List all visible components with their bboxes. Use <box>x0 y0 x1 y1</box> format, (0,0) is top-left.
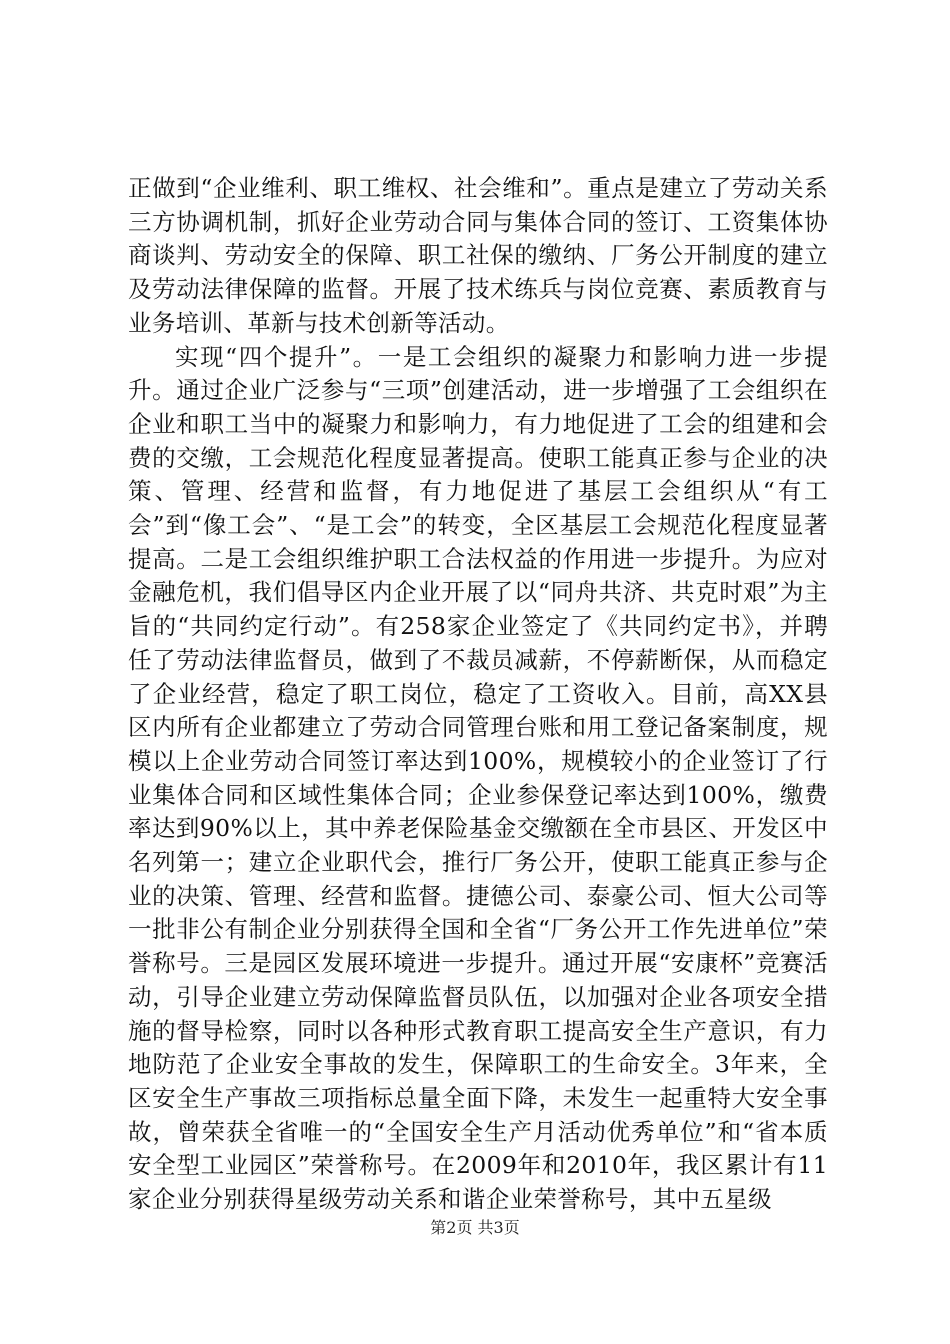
page-footer <box>0 1218 950 1238</box>
paragraph-four-improvements: 实现“四个提升”。一是工会组织的凝聚力和影响力进一步提升。通过企业广泛参与“三项”创建活动，进一步增强了工会组织在企业和职工当中的凝聚力和影响力，有力地促进了工会的组建和会费的交缴，工会规范化程度显著提高。使职工能真正参与企业的决策、管理、经营和监督，有力地促进了基层工会组织从“有工会”到“像工会”、“是工会”的转变，全区基层工会规范化程度显著提高。二是工会组织维护职工合法权益的作用进一步提升。为应对金融危机，我们倡导区内企业开展了以“同舟共济、共克时艰”为主旨的“共同约定行动”。有258家企业签定了《共同约定书》，并聘任了劳动法律监督员，做到了不裁员减薪，不停薪断保，从而稳定了企业经营，稳定了职工岗位，稳定了工资收入。目前，高XX县区内所有企业都建立了劳动合同管理台账和用工登记备案制度，规模以上企业劳动合同签订率达到100%，规模较小的企业签订了行业集体合同和区域性集体合同；企业参保登记率达到100%，缴费率达到90%以上，其中养老保险基金交缴额在全市县区、开发区中名列第一；建立企业职代会，推行厂务公开，使职工能真正参与企业的决策、管理、经营和监督。捷德公司、泰豪公司、恒大公司等一批非公有制企业分别获得全国和全省“厂务公开工作先进单位”荣誉称号。三是园区发展环境进一步提升。通过开展“安康杯”竞赛活动，引导企业建立劳动保障监督员队伍，以加强对企业各项安全措施的督导检察，同时以各种形式教育职工提高安全生产意识，有力地防范了企业安全事故的发生，保障职工的生命安全。3年来，全区安全生产事故三项指标总量全面下降，未发生一起重特大安全事故，曾荣获全省唯一的“全国安全生产月活动优秀单位”和“省本质安全型工业园区”荣誉称号。在2009年和2010年，我区累计有11家企业分别获得星级劳动关系和谐企业荣誉称号，其中五星级 <box>128 342 828 1214</box>
document-body <box>128 172 828 1217</box>
paragraph-continuation: 正做到“企业维利、职工维权、社会维和”。重点是建立了劳动关系三方协调机制，抓好企业劳动合同与集体合同的签订、工资集体协商谈判、劳动安全的保障、职工社保的缴纳、厂务公开制度的建立及劳动法律保障的监督。开展了技术练兵与岗位竞赛、素质教育与业务培训、革新与技术创新等活动。 <box>128 174 828 337</box>
page-number-label: 第2页 共3页 <box>430 1218 520 1237</box>
